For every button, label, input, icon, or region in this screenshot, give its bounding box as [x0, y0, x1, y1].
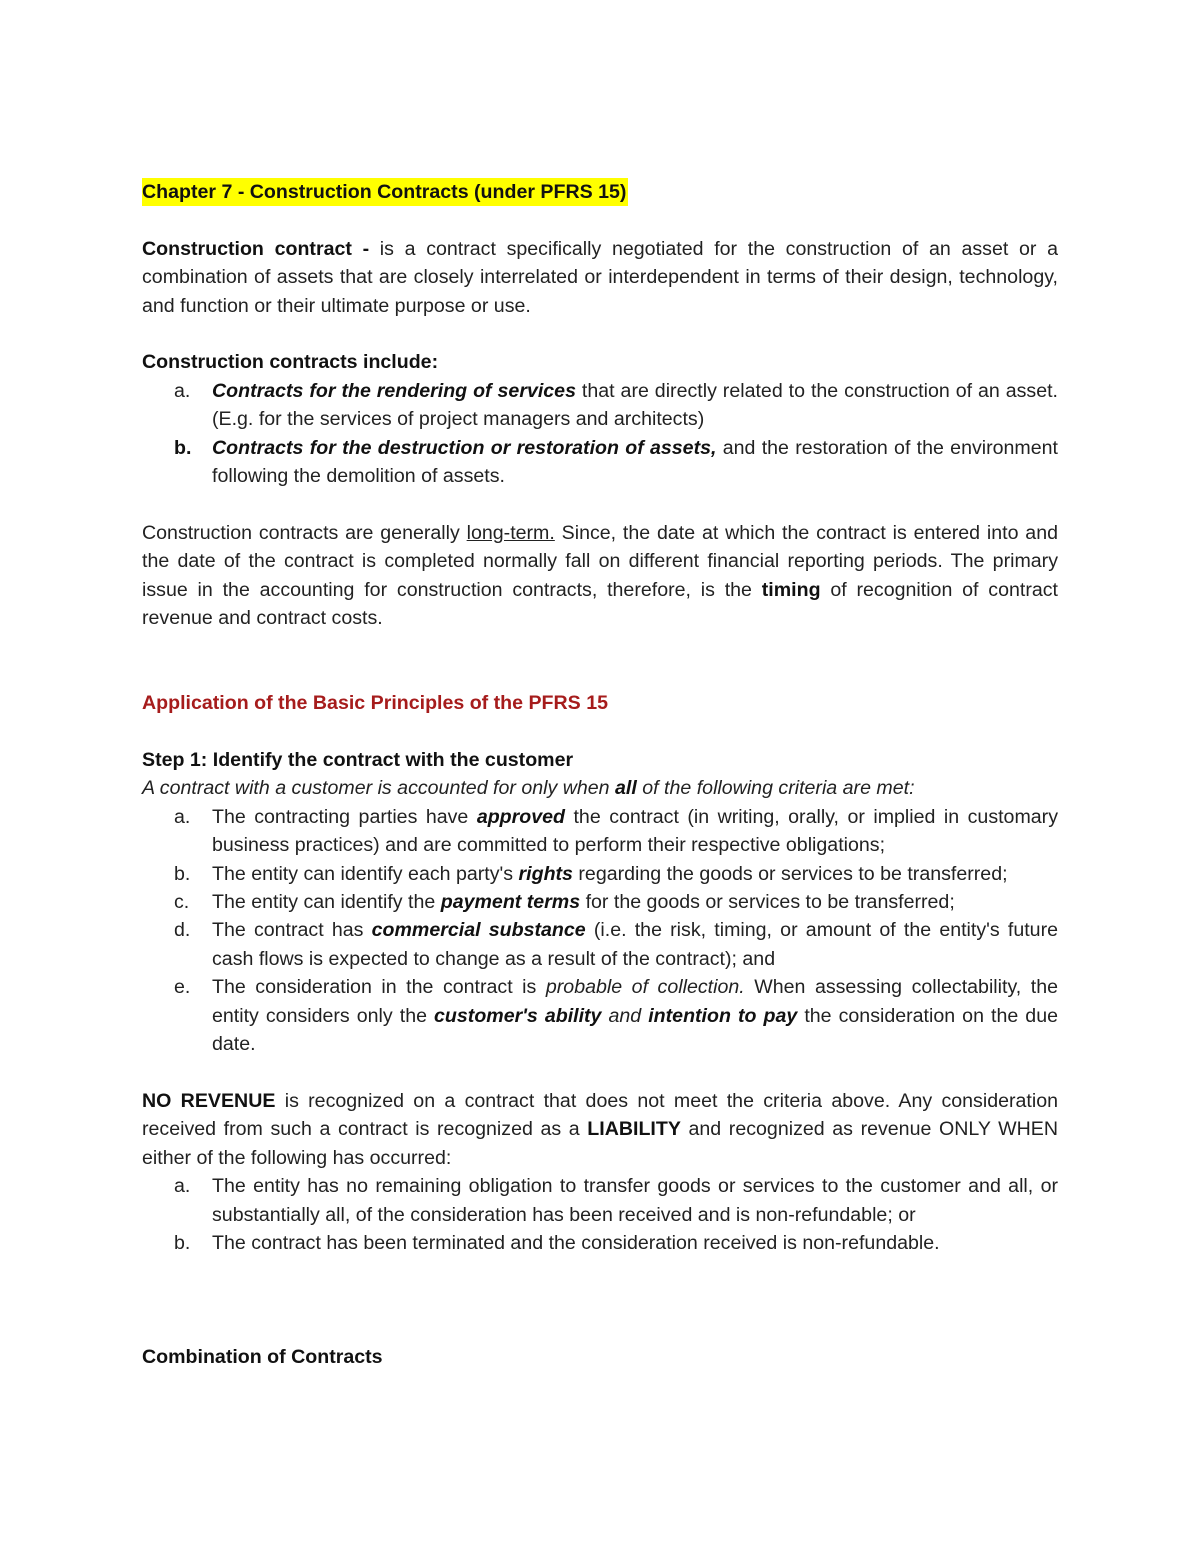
longterm-text-2: Since, the date at which the contract is entered into and the date of the contract is completed normally fall on different financial reporting periods. The primary issue in the accounting for construction contracts, therefore, is the — [142, 521, 1058, 601]
no-revenue-bold: NO REVENUE — [142, 1089, 276, 1112]
criteria-list — [142, 803, 1058, 1059]
intro-bold: all — [615, 777, 637, 800]
liability-bold: LIABILITY — [587, 1118, 681, 1141]
item-text: (i.e. the risk, timing, or amount of the entity's future cash flows is expected to change as a result of the contract); and — [212, 919, 1058, 970]
list-item — [142, 973, 1058, 1058]
document-page — [142, 178, 1058, 1371]
list-marker: a. — [174, 1175, 191, 1198]
intro-text-b: of the following criteria are met: — [636, 777, 915, 800]
list-item — [142, 377, 1058, 434]
list-item — [142, 803, 1058, 860]
timing-bold: timing — [761, 578, 821, 601]
item-bold: customer's ability — [434, 1004, 602, 1027]
definition-paragraph — [142, 235, 1058, 320]
include-heading: Construction contracts include: — [142, 351, 439, 374]
longterm-paragraph — [142, 519, 1058, 633]
item-text: and the restoration of the environment following the demolition of assets. — [212, 436, 1058, 488]
item-text: The consideration in the contract is — [212, 976, 546, 999]
step1-heading: Step 1: Identify the contract with the customer — [142, 749, 574, 772]
chapter-title: Chapter 7 - Construction Contracts (under PFRS 15) — [142, 178, 628, 206]
item-italic: probable of collection. — [545, 976, 745, 999]
item-bold: Contracts for the destruction or restoration of assets, — [212, 436, 717, 459]
item-bold: intention to pay — [648, 1004, 798, 1027]
list-item — [142, 434, 1058, 491]
list-item — [142, 1229, 1058, 1257]
list-marker: e. — [174, 976, 191, 999]
list-item — [142, 916, 1058, 973]
item-bold: approved — [476, 805, 566, 828]
item-text: The contracting parties have — [212, 805, 477, 828]
list-marker: c. — [174, 891, 190, 914]
item-text: the contract (in writing, orally, or implied in customary business practices) and are committed to perform their respective obligations; — [212, 805, 1058, 857]
longterm-text-1: Construction contracts are generally — [142, 521, 467, 544]
intro-text-a: A contract with a customer is accounted for only when — [142, 777, 616, 800]
list-marker: a. — [174, 379, 191, 402]
step1-intro — [142, 774, 1058, 802]
no-revenue-text-1: is recognized on a contract that does not meet the criteria above. Any consideration received from such a contract is recognized as a — [142, 1089, 1058, 1141]
item-text: for the goods or services to be transferred; — [580, 891, 955, 914]
item-bold: payment terms — [440, 891, 581, 914]
item-text: The contract has been terminated and the consideration received is non-refundable. — [212, 1231, 940, 1254]
item-bold: commercial substance — [371, 919, 586, 942]
item-text: The entity can identify each party's — [212, 862, 519, 885]
item-text: the consideration on the due date. — [212, 1004, 1058, 1056]
list-item — [142, 1172, 1058, 1229]
item-text: When assessing collectability, the entity considers only the — [212, 976, 1059, 1027]
item-bold: rights — [518, 862, 573, 885]
item-text: The contract has — [212, 919, 372, 942]
item-text: The entity has no remaining obligation to transfer goods or services to the customer and all, or substantially all, of the consideration has been received and is non-refundable; or — [212, 1175, 1058, 1226]
definition-term: Construction contract - — [142, 237, 370, 260]
list-marker: b. — [174, 436, 192, 459]
item-text: that are directly related to the construction of an asset. (E.g. for the services of project managers and architects) — [212, 379, 1058, 431]
combination-heading: Combination of Contracts — [142, 1345, 383, 1368]
item-bold: Contracts for the rendering of services — [212, 379, 576, 402]
definition-text: is a contract specifically negotiated for the construction of an asset or a combination of assets that are closely interrelated or interdependent in terms of their design, technology, and function or their ultimate purpose or use. — [142, 237, 1058, 317]
no-revenue-paragraph — [142, 1087, 1058, 1172]
no-revenue-list — [142, 1172, 1058, 1257]
item-italic: and — [601, 1004, 649, 1027]
application-heading: Application of the Basic Principles of the PFRS 15 — [142, 692, 608, 715]
longterm-underline: long-term. — [466, 521, 555, 544]
no-revenue-text-2: and recognized as revenue ONLY WHEN either of the following has occurred: — [142, 1118, 1059, 1169]
list-item — [142, 888, 1058, 916]
item-text: regarding the goods or services to be transferred; — [572, 862, 1008, 885]
list-marker: a. — [174, 805, 191, 828]
list-marker: b. — [174, 1231, 191, 1254]
list-marker: d. — [174, 919, 191, 942]
list-item — [142, 860, 1058, 888]
list-marker: b. — [174, 862, 191, 885]
chapter-title-line — [142, 178, 1058, 206]
longterm-text-3: of recognition of contract revenue and contract costs. — [142, 578, 1059, 630]
item-text: The entity can identify the — [212, 891, 441, 914]
include-list — [142, 377, 1058, 491]
